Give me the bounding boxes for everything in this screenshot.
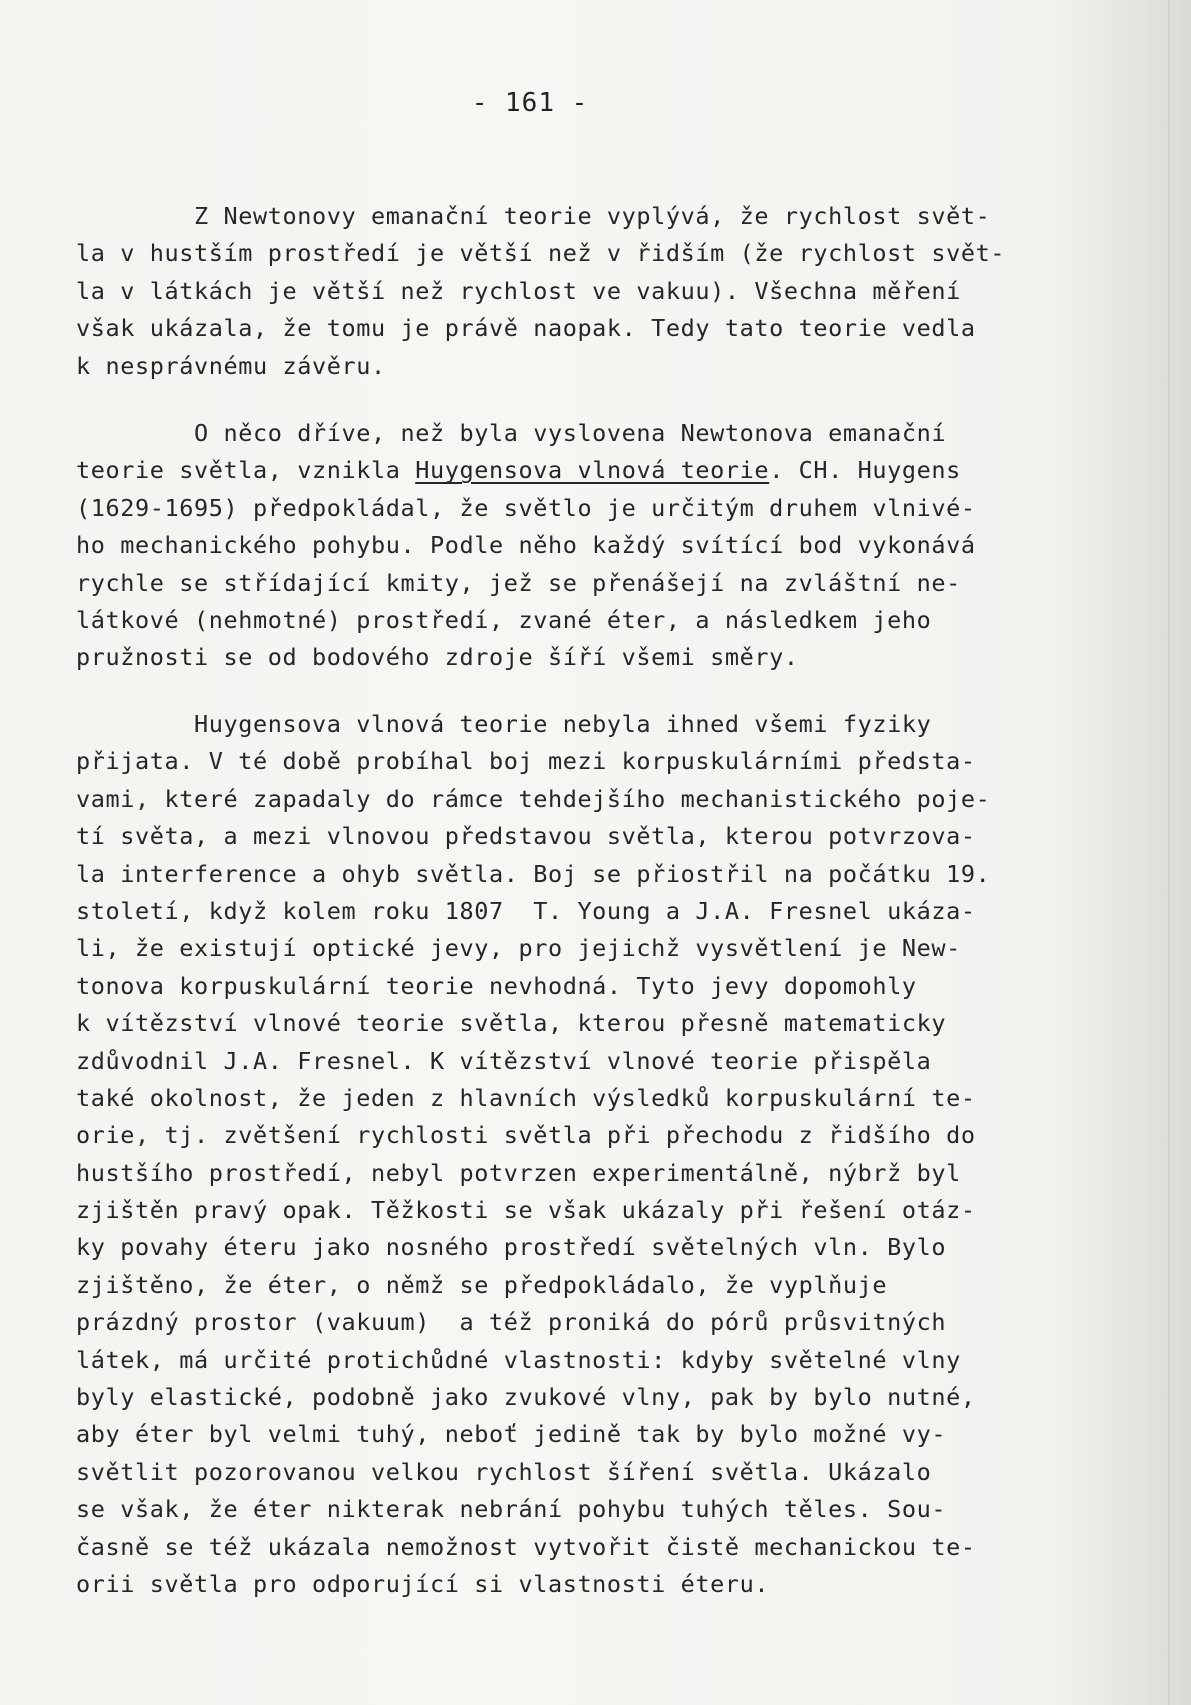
text-line: ho mechanického pohybu. Podle něho každý svítící bod vykonává [76, 531, 976, 560]
text-line: také okolnost, že jeden z hlavních výsledků korpuskulární te- [76, 1083, 976, 1112]
text-line: zdůvodnil J.A. Fresnel. K vítězství vlnové teorie přispěla [76, 1046, 932, 1075]
text-segment: teorie světla, vznikla [76, 456, 416, 485]
text-line: pružnosti se od bodového zdroje šíří všemi směry. [76, 643, 799, 672]
text-line: vami, které zapadaly do rámce tehdejšího mechanistického poje- [76, 784, 991, 813]
paragraph-1 [76, 198, 1036, 385]
page-edge [1168, 0, 1170, 1705]
text-line: la v látkách je větší než rychlost ve vakuu). Všechna měření [76, 276, 961, 305]
text-line: přijata. V té době probíhal boj mezi korpuskulárními předsta- [76, 747, 976, 776]
text-line: orii světla pro odporující si vlastnosti éteru. [76, 1569, 770, 1598]
paragraph-2 [76, 415, 1036, 677]
paragraph-3 [76, 706, 1036, 1603]
text-line: prázdný prostor (vakuum) a též proniká do pórů průsvitných [76, 1308, 947, 1337]
text-line: O něco dříve, než byla vyslovena Newtonova emanační [76, 419, 947, 447]
text-line: světlit pozorovanou velkou rychlost šíření světla. Ukázalo [76, 1457, 932, 1486]
text-line: Huygensova vlnová teorie nebyla ihned všemi fyziky [76, 710, 932, 738]
text-line: ky povahy éteru jako nosného prostředí světelných vln. Bylo [76, 1233, 947, 1262]
text-line: Z Newtonovy emanační teorie vyplývá, že rychlost svět- [76, 202, 991, 230]
text-line: li, že existují optické jevy, pro jejichž vysvětlení je New- [76, 934, 961, 963]
text-line: látek, má určité protichůdné vlastnosti: kdyby světelné vlny [76, 1345, 961, 1374]
text-line: k vítězství vlnové teorie světla, kterou přesně matematicky [76, 1009, 947, 1038]
text-line: zjištěno, že éter, o němž se předpokládalo, že vyplňuje [76, 1270, 888, 1299]
text-line: orie, tj. zvětšení rychlosti světla při přechodu z řidšího do [76, 1121, 976, 1150]
text-line: století, když kolem roku 1807 T. Young a J.A. Fresnel ukáza- [76, 896, 976, 925]
text-line-with-emphasis [76, 452, 1036, 489]
text-line: la interference a ohyb světla. Boj se přiostřil na počátku 19. [76, 859, 991, 888]
text-line: rychle se střídající kmity, jež se přenášejí na zvláštní ne- [76, 568, 961, 597]
text-line: se však, že éter nikterak nebrání pohybu tuhých těles. Sou- [76, 1495, 947, 1524]
text-line: však ukázala, že tomu je právě naopak. Tedy tato teorie vedla [76, 314, 976, 343]
text-line: (1629-1695) předpokládal, že světlo je určitým druhem vlnivé- [76, 493, 976, 522]
text-segment: . CH. Huygens [769, 456, 961, 485]
text-line: tí světa, a mezi vlnovou představou světla, kterou potvrzova- [76, 822, 976, 851]
text-line: hustšího prostředí, nebyl potvrzen experimentálně, nýbrž byl [76, 1158, 961, 1187]
text-line: aby éter byl velmi tuhý, neboť jedině tak by bylo možné vy- [76, 1420, 947, 1449]
text-line: látkové (nehmotné) prostředí, zvané éter, a následkem jeho [76, 605, 932, 634]
text-line: tonova korpuskulární teorie nevhodná. Tyto jevy dopomohly [76, 971, 917, 1000]
underlined-term: Huygensova vlnová teorie [415, 456, 770, 485]
text-line: k nesprávnému závěru. [76, 351, 386, 380]
text-line: la v hustším prostředí je větší než v řidším (že rychlost svět- [76, 239, 1006, 268]
page-number: - 161 - [471, 88, 589, 118]
text-line: časně se též ukázala nemožnost vytvořit čistě mechanickou te- [76, 1532, 976, 1561]
text-line: zjištěn pravý opak. Těžkosti se však ukázaly při řešení otáz- [76, 1196, 976, 1225]
text-line: byly elastické, podobně jako zvukové vlny, pak by bylo nutné, [76, 1383, 976, 1412]
